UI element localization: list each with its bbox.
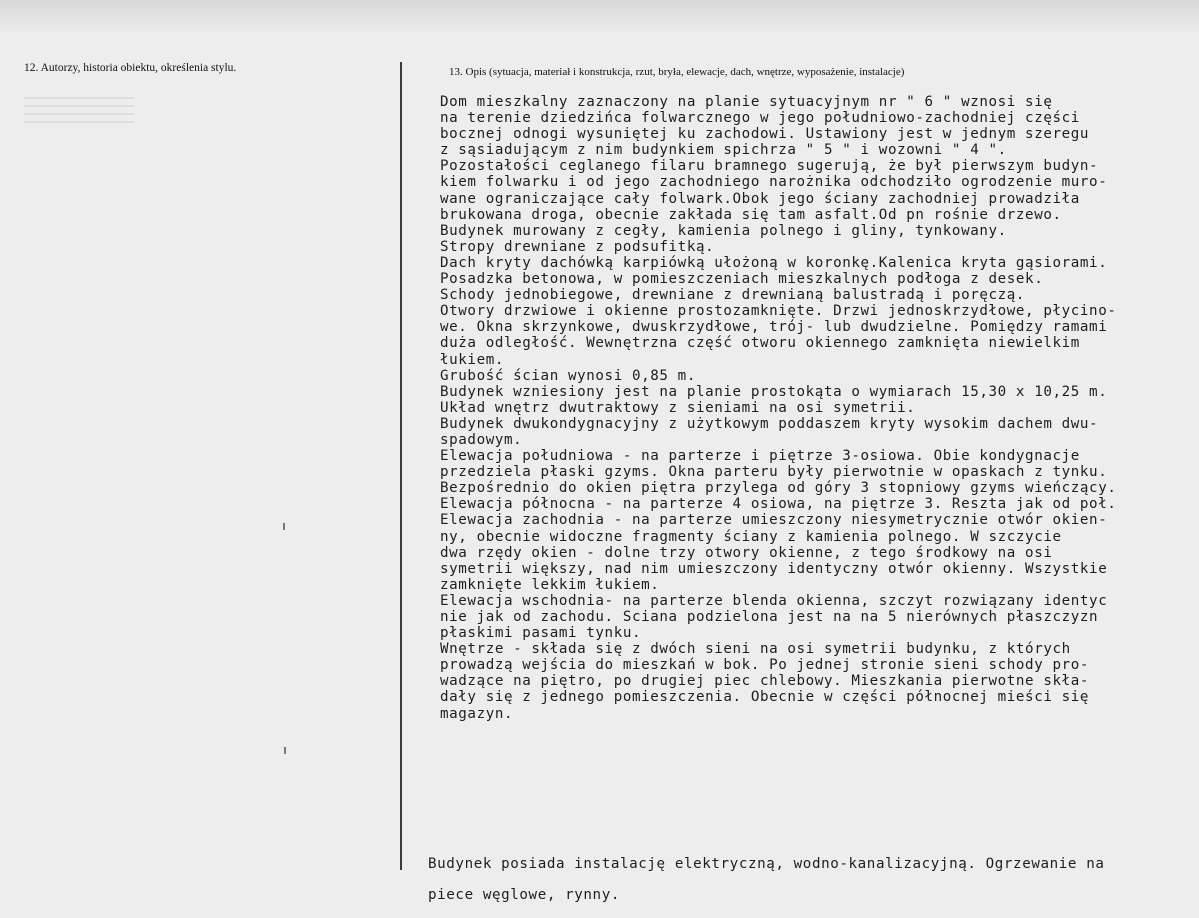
text-line: Budynek wzniesiony jest na planie prostokąta o wymiarach 15,30 x 10,25 m. [440,383,1108,400]
scan-speck [283,523,285,530]
text-line: Budynek posiada instalację elektryczną, wodno-kanalizacyjną. Ogrzewanie na [428,856,1105,872]
text-line: dały się z jednego pomieszczenia. Obecnie w części północnej mieści się [440,689,1090,706]
text-line: Budynek dwukondygnacyjny z użytkowym poddaszem kryty wysokim dachem dwu- [440,415,1099,432]
text-line: Otwory drzwiowe i okienne prostozamknięte. Drzwi jednoskrzydłowe, płycino- [440,303,1117,320]
text-line: prowadzą wejścia do mieszkań w bok. Po jednej stronie sieni schody pro- [440,657,1090,674]
column-divider [400,62,402,870]
text-line: Schody jednobiegowe, drewniane z drewnianą balustradą i poręczą. [440,287,1026,304]
text-line: magazyn. [440,705,514,722]
text-line: na terenie dziedzińca folwarcznego w jego południowo-zachodniej części [440,110,1080,127]
text-line: Wnętrze - składa się z dwóch sieni na osi symetrii budynku, z których [440,641,1071,658]
text-line: Budynek murowany z cegły, kamienia polnego i gliny, tynkowany. [440,222,1007,239]
text-line: nie jak od zachodu. Sciana podzielona jest na na 5 nierównych płaszczyzn [440,609,1099,625]
text-line: Dach kryty dachówką karpiówką ułożoną w koronkę.Kalenica kryta gąsiorami. [440,254,1108,271]
text-line: Elewacja południowa - na parterze i piętrze 3-osiowa. Obie kondygnacje [440,448,1080,465]
text-line: duża odległość. Wewnętrzna część otworu okiennego zamknięta niewielkim [440,335,1080,352]
text-line: z sąsiadującym z nim budynkiem spichrza " 5 " i wozowni " 4 ". [440,142,1007,159]
text-line: piece węglowe, rynny. [428,887,620,903]
text-line: Elewacja zachodnia - na parterze umieszczony niesymetrycznie otwór okien- [440,512,1108,529]
text-line: Stropy drewniane z podsufitką. [440,238,715,255]
scan-speck [284,747,286,754]
text-line: Posadzka betonowa, w pomieszczeniach mieszkalnych podłoga z desek. [440,271,1044,288]
scan-shadow [0,0,1199,34]
text-line: przedziela płaski gzyms. Okna parteru były pierwotnie w opaskach z tynku. [440,464,1108,481]
text-line: płaskimi pasami tynku. [440,625,642,642]
text-line: wane ograniczające cały folwark.Obok jego ściany zachodniej prowadziła [440,190,1080,207]
text-line: kiem folwarku i od jego zachodniego narożnika odchodziło ogrodzenie muro- [440,174,1108,191]
text-line: spadowym. [440,431,523,448]
text-line: Elewacja północna - na parterze 4 osiowa, na piętrze 3. Reszta jak od poł. [440,496,1117,513]
text-line: symetrii większy, nad nim umieszczony identyczny otwór okienny. Wszystkie [440,560,1108,577]
text-line: Układ wnętrz dwutraktowy z sieniami na osi symetrii. [440,399,916,416]
text-line: Grubość ścian wynosi 0,85 m. [440,367,696,384]
faint-scan-marks [24,97,134,129]
text-line: zamknięte lekkim łukiem. [440,576,660,593]
section-12-heading: 12. Autorzy, historia obiektu, określenia stylu. [24,62,237,74]
section-13-heading: 13. Opis (sytuacja, materiał i konstrukcja, rzut, bryła, elewacje, dach, wnętrze, wyposażenie, instalacje) [449,66,905,78]
text-line: Pozostałości ceglanego filaru bramnego sugerują, że był pierwszym budyn- [440,158,1099,175]
text-line: brukowana droga, obecnie zakłada się tam asfalt.Od pn rośnie drzewo. [440,206,1062,223]
text-line: bocznej odnogi wysuniętej ku zachodowi. Ustawiony jest w jednym szeregu [440,126,1090,143]
section-13-typed-text [440,94,1195,722]
text-line: dwa rzędy okien - dolne trzy otwory okienne, z tego środkowy na osi [440,544,1053,561]
text-line: łukiem. [440,351,504,368]
text-line: ny, obecnie widoczne fragmenty ściany z kamienia polnego. W szczycie [440,528,1062,545]
text-line: Bezpośrednio do okien piętra przylega od góry 3 stopniowy gzyms wieńczący. [440,480,1117,497]
text-line: we. Okna skrzynkowe, dwuskrzydłowe, trój- lub dwudzielne. Pomiędzy ramami [440,319,1108,336]
text-line: wadzące na piętro, po drugiej piec chlebowy. Mieszkania pierwotne skła- [440,673,1090,690]
text-line: Dom mieszkalny zaznaczony na planie sytuacyjnym nr " 6 " wznosi się [440,94,1053,110]
text-line: Elewacja wschodnia- na parterze blenda okienna, szczyt rozwiązany identyc [440,592,1108,609]
section-13-bottom-text [428,856,1188,903]
